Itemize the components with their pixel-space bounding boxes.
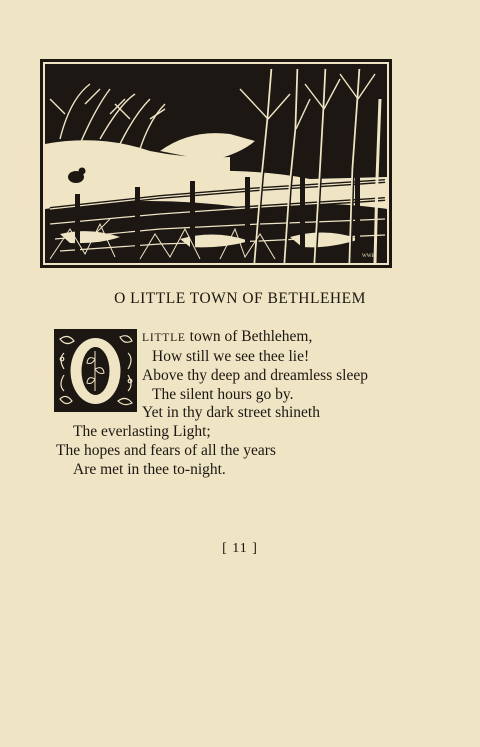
poem-first-word: LITTLE <box>142 332 186 344</box>
poem-line-2: How still we see thee lie! <box>152 348 310 365</box>
svg-text:WWB: WWB <box>362 254 375 259</box>
poem-title: O LITTLE TOWN OF BETHLEHEM <box>114 290 366 307</box>
poem-line-5: Yet in thy dark street shineth <box>142 404 320 421</box>
poem-line-6: The everlasting Light; <box>73 423 211 440</box>
poem-line-8: Are met in thee to-night. <box>73 461 226 478</box>
poem-line-7: The hopes and fears of all the years <box>56 442 276 459</box>
page-number: [ 11 ] <box>222 541 258 556</box>
poem-line-3: Above thy deep and dreamless sleep <box>142 367 368 384</box>
poem-line-1-rest: town of Bethlehem, <box>185 328 313 345</box>
poem-line-4: The silent hours go by. <box>152 386 294 403</box>
